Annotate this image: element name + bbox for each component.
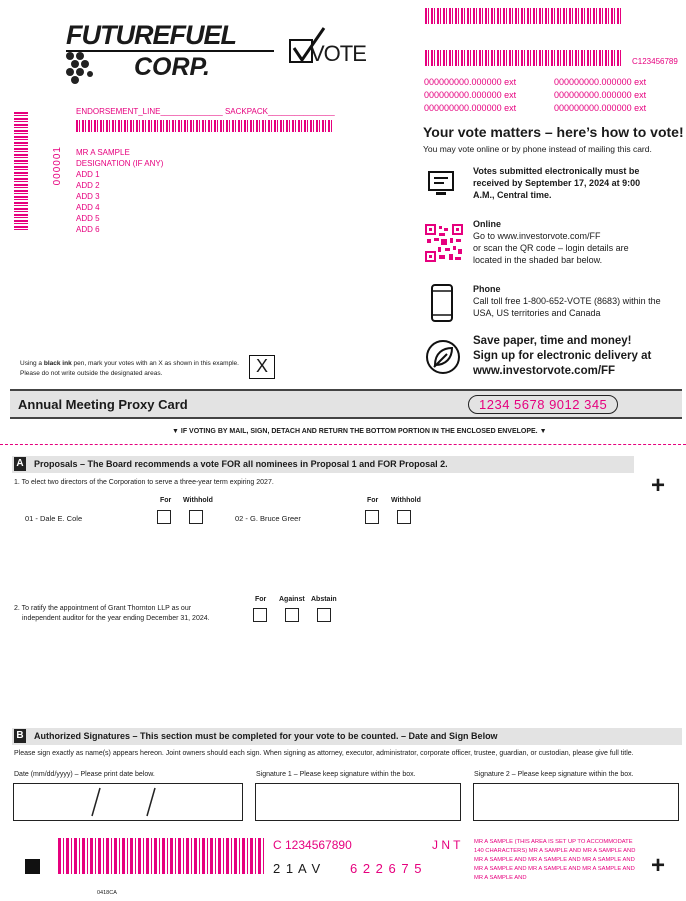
proposal-2-for-checkbox[interactable] xyxy=(253,608,267,622)
signature-2-box[interactable] xyxy=(473,783,679,821)
signature-2-label: Signature 2 – Please keep signature within the box. xyxy=(474,771,634,778)
leaf-icon xyxy=(425,339,461,375)
phone-icon xyxy=(430,283,454,323)
logo-line2: CORP. xyxy=(134,53,210,81)
endorsement-line: ENDORSEMENT_LINE______________ SACKPACK_______________ xyxy=(76,107,335,116)
footer-code-3: 6 2 2 6 7 5 xyxy=(350,861,423,876)
section-b-badge: B xyxy=(14,729,26,743)
nominee-1-withhold-checkbox[interactable] xyxy=(189,510,203,524)
logo-line1: FUTUREFUEL xyxy=(66,20,236,50)
card-title-bar xyxy=(10,389,682,419)
online-block xyxy=(473,218,658,266)
card-number: 1234 5678 9012 345 xyxy=(468,395,618,414)
address-line: MR A SAMPLE xyxy=(76,148,130,157)
phone-block xyxy=(473,283,668,319)
signature-1-box[interactable] xyxy=(255,783,461,821)
footer-plus-marker: + xyxy=(651,852,666,879)
col-for-1: For xyxy=(160,497,172,504)
deadline-text: Votes submitted electronically must be received by September 17, 2024 at 9:00 A.M., Central time. xyxy=(473,166,641,200)
ext-grid xyxy=(424,76,674,115)
ink-instructions: Using a black ink pen, mark your votes with an X as shown in this example. Please do not write outside the designated areas. xyxy=(20,360,239,377)
address-barcode xyxy=(76,120,334,132)
section-b-header xyxy=(12,728,682,745)
col-abstain-p2: Abstain xyxy=(311,596,337,603)
address-line: ADD 5 xyxy=(76,214,100,223)
col-withhold-2: Withhold xyxy=(391,497,421,504)
proposal-2-text: 2. To ratify the appointment of Grant Thornton LLP as our independent auditor for the year ending December 31, 2024. xyxy=(14,605,210,622)
proposal-2-abstain-checkbox[interactable] xyxy=(317,608,331,622)
footer-barcode xyxy=(58,838,264,874)
sequence-number: 000001 xyxy=(52,146,63,186)
proposal-1-text: 1. To elect two directors of the Corporation to serve a three-year term expiring 2027. xyxy=(14,479,274,486)
ext-line: 000000000.000000 ext xyxy=(424,90,517,100)
date-label: Date (mm/dd/yyyy) – Please print date below. xyxy=(14,771,155,778)
date-input-box[interactable] xyxy=(13,783,243,821)
plus-marker-top: + xyxy=(651,472,666,499)
ext-line: 000000000.000000 ext xyxy=(424,103,517,113)
footer-sample-note: MR A SAMPLE (THIS AREA IS SET UP TO ACCOMMODATE 140 CHARACTERS) MR A SAMPLE AND MR A SAMPLE AND MR A SAMPLE AND MR A SAMPLE AND MR A SAMPLE AND MR A SAMPLE AND MR A SAMPLE AND MR A SAMPLE AND MR A SAMPLE AND xyxy=(474,839,636,881)
nominee-1-label: 01 - Dale E. Cole xyxy=(25,514,83,523)
vote-logo xyxy=(288,26,366,70)
footer-jnt: J N T xyxy=(432,838,461,852)
address-line: ADD 1 xyxy=(76,170,100,179)
futurefuel-logo xyxy=(62,20,282,85)
address-lines xyxy=(76,147,163,235)
example-x-mark: X xyxy=(255,356,268,376)
phone-title: Phone xyxy=(473,284,501,294)
top-barcode-2 xyxy=(425,50,621,66)
ext-line: 000000000.000000 ext xyxy=(424,77,517,87)
card-title: Annual Meeting Proxy Card xyxy=(18,397,188,412)
col-against-p2: Against xyxy=(279,596,305,603)
control-code: C123456789 xyxy=(632,57,678,66)
side-barcode xyxy=(14,112,28,232)
vote-logo-text: VOTE xyxy=(310,41,366,66)
black-ink-emphasis: black ink xyxy=(43,360,72,367)
qr-code-icon xyxy=(425,224,463,262)
online-title: Online xyxy=(473,219,502,229)
proposal-2-against-checkbox[interactable] xyxy=(285,608,299,622)
address-line: ADD 2 xyxy=(76,181,100,190)
nominee-1-for-checkbox[interactable] xyxy=(157,510,171,524)
section-b-title: Authorized Signatures – This section must be completed for your vote to be counted. – Date and Sign Below xyxy=(34,731,498,741)
ext-line: 000000000.000000 ext xyxy=(554,90,647,100)
signature-instructions: Please sign exactly as name(s) appears hereon. Joint owners should each sign. When signing as attorney, executor, administrator, corporate officer, trustee, guardian, or custodian, please give full title. xyxy=(14,750,634,757)
col-for-p2: For xyxy=(255,596,267,603)
perforation-line xyxy=(0,444,686,445)
online-url-text[interactable]: Go to www.investorvote.com/FF xyxy=(473,231,601,241)
ext-line: 000000000.000000 ext xyxy=(554,77,647,87)
date-slash-icon xyxy=(14,784,244,820)
ext-line: 000000000.000000 ext xyxy=(554,103,647,113)
vote-subheading: You may vote online or by phone instead of mailing this card. xyxy=(423,144,652,154)
detach-instruction: ▼ IF VOTING BY MAIL, SIGN, DETACH AND RETURN THE BOTTOM PORTION IN THE ENCLOSED ENVELOPE. ▼ xyxy=(172,428,547,435)
form-code: 0418CA xyxy=(97,890,117,896)
vote-heading: Your vote matters – here’s how to vote! xyxy=(423,124,684,140)
computer-icon xyxy=(426,169,456,199)
nominee-2-withhold-checkbox[interactable] xyxy=(397,510,411,524)
address-line: DESIGNATION (IF ANY) xyxy=(76,159,164,168)
address-line: ADD 6 xyxy=(76,225,100,234)
footer-code-1: C 1234567890 xyxy=(273,838,352,852)
nominee-2-for-checkbox[interactable] xyxy=(365,510,379,524)
section-a-title: Proposals – The Board recommends a vote FOR all nominees in Proposal 1 and FOR Proposal 2. xyxy=(34,459,448,469)
online-instructions: or scan the QR code – login details are located in the shaded bar below. xyxy=(473,243,629,265)
phone-text: Call toll free 1-800-652-VOTE (8683) within the USA, US territories and Canada xyxy=(473,296,661,318)
col-for-2: For xyxy=(367,497,379,504)
logo-molecule-icon xyxy=(62,50,102,86)
nominee-2-label: 02 - G. Bruce Greer xyxy=(235,514,301,523)
save-paper-text: Save paper, time and money! Sign up for electronic delivery at www.investorvote.com/FF xyxy=(473,335,652,377)
footer-code-2: 2 1 A V xyxy=(273,861,322,876)
example-mark-box xyxy=(249,355,275,379)
signature-1-label: Signature 1 – Please keep signature within the box. xyxy=(256,771,416,778)
section-a-badge: A xyxy=(14,457,26,471)
section-a-header xyxy=(12,456,634,473)
registration-square xyxy=(25,859,40,874)
address-line: ADD 3 xyxy=(76,192,100,201)
col-withhold-1: Withhold xyxy=(183,497,213,504)
top-barcode-1 xyxy=(425,8,621,24)
address-line: ADD 4 xyxy=(76,203,100,212)
